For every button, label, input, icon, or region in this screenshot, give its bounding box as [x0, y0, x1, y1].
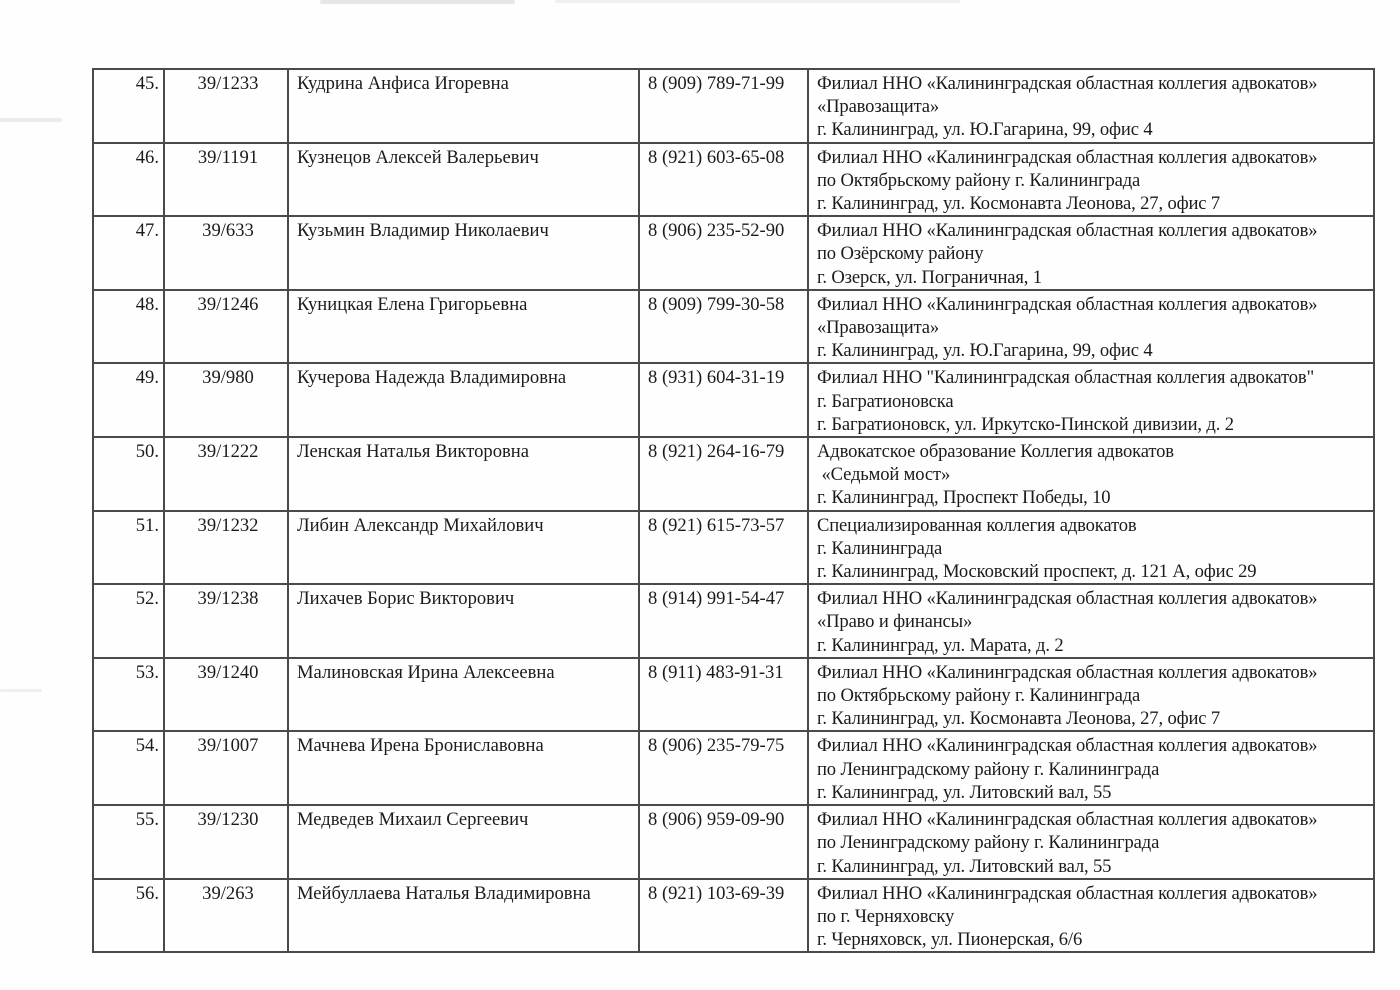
- table-row: [93, 805, 1374, 879]
- organization-cell: [808, 69, 1374, 143]
- phone-cell: 8 (921) 103-69-39: [639, 879, 808, 953]
- org-address-line: Филиал ННО «Калининградская областная коллегия адвокатов»: [817, 73, 1318, 94]
- phone-cell: 8 (906) 235-52-90: [639, 216, 808, 290]
- table-body: [93, 69, 1374, 952]
- org-address-line: Филиал ННО «Калининградская областная коллегия адвокатов»: [817, 146, 1318, 168]
- scan-artifact: [0, 689, 42, 692]
- org-address-line: «Правозащита»: [817, 317, 940, 339]
- table-row: [93, 290, 1374, 364]
- advocate-name-cell: Кузьмин Владимир Николаевич: [288, 216, 639, 290]
- organization-cell: [808, 731, 1374, 805]
- org-address-line: г. Калининград, ул. Литовский вал, 55: [817, 855, 1112, 877]
- row-number-cell: 52.: [93, 584, 164, 658]
- table-row: [93, 584, 1374, 658]
- org-address-line: по Октябрьскому району г. Калининграда: [817, 169, 1141, 191]
- registry-number-cell: 39/1246: [164, 290, 288, 364]
- advocate-name-cell: Мейбуллаева Наталья Владимировна: [288, 879, 639, 953]
- organization-cell: [808, 805, 1374, 879]
- org-address-line: Филиал ННО «Калининградская областная коллегия адвокатов»: [817, 661, 1318, 683]
- advocate-name-cell: Кузнецов Алексей Валерьевич: [288, 143, 639, 217]
- row-number-cell: 54.: [93, 731, 164, 805]
- org-address-line: г. Калининград, ул. Литовский вал, 55: [817, 781, 1112, 803]
- organization-cell: [808, 658, 1374, 732]
- organization-cell: [808, 290, 1374, 364]
- table-row: [93, 731, 1374, 805]
- org-address-line: Филиал ННО «Калининградская областная коллегия адвокатов»: [817, 882, 1318, 904]
- org-address-line: «Седьмой мост»: [817, 464, 951, 486]
- advocate-name-cell: Ленская Наталья Викторовна: [288, 437, 639, 511]
- table-row: [93, 216, 1374, 290]
- org-address-line: г. Калининград, ул. Ю.Гагарина, 99, офис 4: [817, 340, 1153, 362]
- registry-number-cell: 39/1233: [164, 69, 288, 143]
- phone-cell: 8 (921) 264-16-79: [639, 437, 808, 511]
- advocate-name-cell: Мачнева Ирена Брониславовна: [288, 731, 639, 805]
- registry-number-cell: 39/1222: [164, 437, 288, 511]
- row-number-cell: 45.: [93, 69, 164, 143]
- organization-cell: [808, 511, 1374, 585]
- table-row: [93, 879, 1374, 953]
- organization-cell: [808, 584, 1374, 658]
- org-address-line: Филиал ННО «Калининградская областная коллегия адвокатов»: [817, 220, 1318, 242]
- table-row: [93, 69, 1374, 143]
- table-row: [93, 363, 1374, 437]
- org-address-line: г. Калининград, Московский проспект, д. 121 А, офис 29: [817, 561, 1257, 583]
- org-address-line: по Ленинградскому району г. Калининграда: [817, 832, 1160, 854]
- advocate-name-cell: Малиновская Ирина Алексеевна: [288, 658, 639, 732]
- org-address-line: г. Калининград, ул. Космонавта Леонова, 27, офис 7: [817, 193, 1221, 215]
- phone-cell: 8 (909) 799-30-58: [639, 290, 808, 364]
- org-address-line: Филиал ННО «Калининградская областная коллегия адвокатов»: [817, 809, 1318, 831]
- advocates-table: [92, 68, 1375, 953]
- org-address-line: по Озёрскому району: [817, 243, 984, 265]
- phone-cell: 8 (921) 615-73-57: [639, 511, 808, 585]
- org-address-line: г. Черняховск, ул. Пионерская, 6/6: [817, 929, 1083, 951]
- row-number-cell: 53.: [93, 658, 164, 732]
- org-address-line: Филиал ННО "Калининградская областная коллегия адвокатов": [817, 367, 1315, 389]
- organization-cell: [808, 879, 1374, 953]
- advocate-name-cell: Кучерова Надежда Владимировна: [288, 363, 639, 437]
- org-address-line: «Право и финансы»: [817, 611, 973, 633]
- registry-number-cell: 39/1240: [164, 658, 288, 732]
- phone-cell: 8 (906) 959-09-90: [639, 805, 808, 879]
- registry-number-cell: 39/1238: [164, 584, 288, 658]
- registry-number-cell: 39/1230: [164, 805, 288, 879]
- org-address-line: Адвокатское образование Коллегия адвокатов: [817, 441, 1174, 463]
- org-address-line: «Правозащита»: [817, 96, 940, 118]
- registry-number-cell: 39/980: [164, 363, 288, 437]
- registry-number-cell: 39/633: [164, 216, 288, 290]
- organization-cell: [808, 363, 1374, 437]
- org-address-line: Филиал ННО «Калининградская областная коллегия адвокатов»: [817, 735, 1318, 757]
- row-number-cell: 56.: [93, 879, 164, 953]
- row-number-cell: 55.: [93, 805, 164, 879]
- phone-cell: 8 (909) 789-71-99: [639, 69, 808, 143]
- scan-artifact: [320, 0, 515, 4]
- organization-cell: [808, 216, 1374, 290]
- org-address-line: г. Калининграда: [817, 537, 943, 559]
- org-address-line: г. Калининград, ул. Космонавта Леонова, 27, офис 7: [817, 708, 1221, 730]
- phone-cell: 8 (914) 991-54-47: [639, 584, 808, 658]
- table-row: [93, 437, 1374, 511]
- org-address-line: г. Калининград, ул. Ю.Гагарина, 99, офис 4: [817, 119, 1153, 141]
- row-number-cell: 46.: [93, 143, 164, 217]
- org-address-line: г. Калининград, ул. Марата, д. 2: [817, 634, 1064, 656]
- advocate-name-cell: Лихачев Борис Викторович: [288, 584, 639, 658]
- table-row: [93, 658, 1374, 732]
- registry-number-cell: 39/1191: [164, 143, 288, 217]
- row-number-cell: 51.: [93, 511, 164, 585]
- row-number-cell: 50.: [93, 437, 164, 511]
- org-address-line: Филиал ННО «Калининградская областная коллегия адвокатов»: [817, 293, 1318, 315]
- table-row: [93, 143, 1374, 217]
- org-address-line: Филиал ННО «Калининградская областная коллегия адвокатов»: [817, 588, 1318, 610]
- org-address-line: г. Озерск, ул. Пограничная, 1: [817, 266, 1042, 288]
- organization-cell: [808, 143, 1374, 217]
- registry-number-cell: 39/1007: [164, 731, 288, 805]
- advocate-name-cell: Куницкая Елена Григорьевна: [288, 290, 639, 364]
- registry-number-cell: 39/1232: [164, 511, 288, 585]
- scan-artifact: [555, 0, 960, 3]
- row-number-cell: 49.: [93, 363, 164, 437]
- table-row: [93, 511, 1374, 585]
- row-number-cell: 47.: [93, 216, 164, 290]
- advocate-name-cell: Кудрина Анфиса Игоревна: [288, 69, 639, 143]
- organization-cell: [808, 437, 1374, 511]
- advocate-name-cell: Либин Александр Михайлович: [288, 511, 639, 585]
- phone-cell: 8 (921) 603-65-08: [639, 143, 808, 217]
- row-number-cell: 48.: [93, 290, 164, 364]
- org-address-line: по Октябрьскому району г. Калининграда: [817, 685, 1141, 707]
- org-address-line: г. Багратионовска: [817, 390, 954, 412]
- phone-cell: 8 (911) 483-91-31: [639, 658, 808, 732]
- phone-cell: 8 (906) 235-79-75: [639, 731, 808, 805]
- phone-cell: 8 (931) 604-31-19: [639, 363, 808, 437]
- org-address-line: г. Багратионовск, ул. Иркутско-Пинской дивизии, д. 2: [817, 413, 1234, 435]
- registry-number-cell: 39/263: [164, 879, 288, 953]
- org-address-line: г. Калининград, Проспект Победы, 10: [817, 487, 1111, 509]
- advocate-name-cell: Медведев Михаил Сергеевич: [288, 805, 639, 879]
- org-address-line: по Ленинградскому району г. Калининграда: [817, 758, 1160, 780]
- scan-artifact: [0, 118, 62, 122]
- org-address-line: Специализированная коллегия адвокатов: [817, 514, 1137, 536]
- org-address-line: по г. Черняховску: [817, 905, 955, 927]
